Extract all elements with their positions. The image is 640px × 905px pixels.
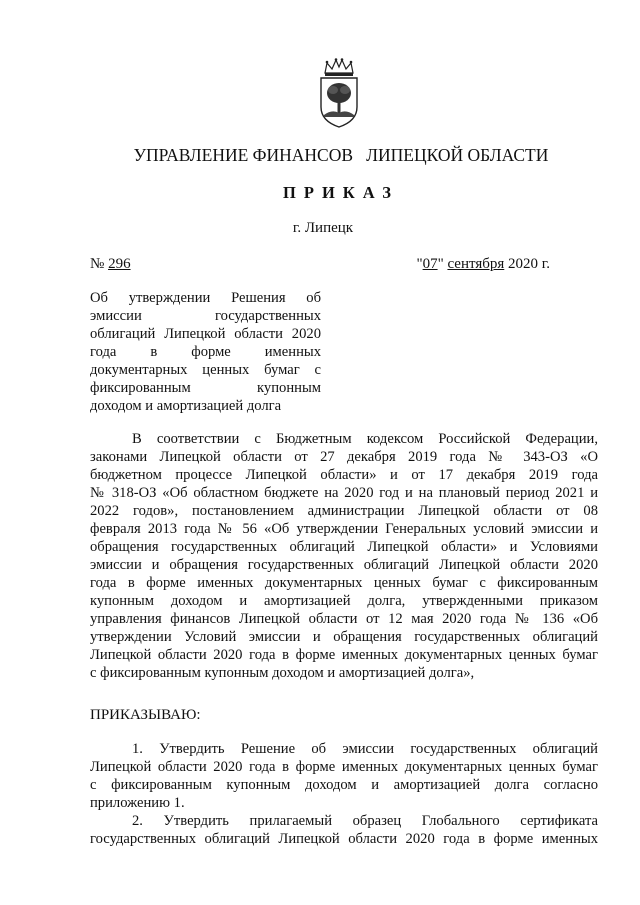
preamble-line: с фиксированным купонным доходом и амортизацией долга», (90, 665, 475, 681)
number-prefix: № (90, 256, 109, 272)
preamble-line: эмиссии и обращения государственных облигаций Липецкой области 2020 (90, 557, 598, 573)
preamble-line: 2022 годов», постановлением администрации Липецкой области от 08 (90, 503, 598, 519)
preamble-line: В соответствии с Бюджетным кодексом Российской Федерации, (132, 431, 598, 447)
item-2-line: государственных облигаций Липецкой области 2020 года в форме именных (90, 831, 598, 847)
organization-name: УПРАВЛЕНИЕ ФИНАНСОВ ЛИПЕЦКОЙ ОБЛАСТИ (133, 145, 549, 165)
subject-line: доходом и амортизацией долга (90, 398, 282, 414)
preamble-line: февраля 2013 года № 56 «Об утверждении Генеральных условий эмиссии и (90, 521, 598, 537)
preamble-line: бюджетном процессе Липецкой области» и от 17 декабря 2019 года (90, 467, 598, 483)
number-value: 296 (108, 256, 131, 272)
preamble-line: законами Липецкой области от 27 декабря 2019 года № 343-ОЗ «О (90, 449, 598, 465)
date-year: 2020 г. (504, 256, 550, 272)
city-name: г. Липецк (292, 220, 354, 236)
item-1-line: с фиксированным купонным доходом и амортизацией долга согласно (90, 777, 598, 793)
coat-of-arms-emblem (316, 57, 362, 129)
subject-line: эмиссии государственных (90, 308, 321, 324)
order-items (90, 740, 598, 848)
date-day: 07 (422, 256, 438, 272)
preamble-line: управления финансов Липецкой области от 12 мая 2020 года № 136 «Об (90, 611, 598, 627)
subject-line: фиксированным купонным (90, 380, 321, 396)
preamble-line: утверждении Условий эмиссии и обращения государственных облигаций (90, 629, 598, 645)
date-open-quote: " (416, 256, 423, 272)
preamble-line: № 318-ОЗ «Об областном бюджете на 2020 год и на плановый период 2021 и (90, 485, 598, 501)
preamble-line: купонным доходом и амортизацией долга, утвержденными приказом (90, 593, 598, 609)
document-type-title: ПРИКАЗ (283, 183, 399, 202)
date-close-quote: " (437, 256, 448, 272)
subject-line: облигаций Липецкой области 2020 (90, 326, 321, 342)
preamble-line: Липецкой области 2020 года в форме именных документарных ценных бумаг (90, 647, 598, 663)
subject-line: года в форме именных (90, 344, 321, 360)
preamble-paragraph (90, 430, 598, 682)
preamble-line: года в форме именных документарных ценных бумаг с фиксированным (90, 575, 598, 591)
preamble-line: обращения государственных облигаций Липецкой области» и Условиями (90, 539, 598, 555)
order-date (416, 256, 550, 273)
order-directive: ПРИКАЗЫВАЮ: (90, 707, 201, 723)
date-month: сентября (447, 256, 505, 272)
item-1-line: 1. Утвердить Решение об эмиссии государственных облигаций (132, 741, 598, 757)
item-1-line: Липецкой области 2020 года в форме именных документарных ценных бумаг (90, 759, 598, 775)
subject-line: Об утверждении Решения об (90, 290, 321, 306)
subject-line: документарных ценных бумаг с (90, 362, 321, 378)
item-1-line: приложению 1. (90, 795, 185, 811)
item-2-line: 2. Утвердить прилагаемый образец Глобального сертификата (132, 813, 598, 829)
order-number (90, 256, 131, 273)
subject-block (90, 289, 321, 415)
